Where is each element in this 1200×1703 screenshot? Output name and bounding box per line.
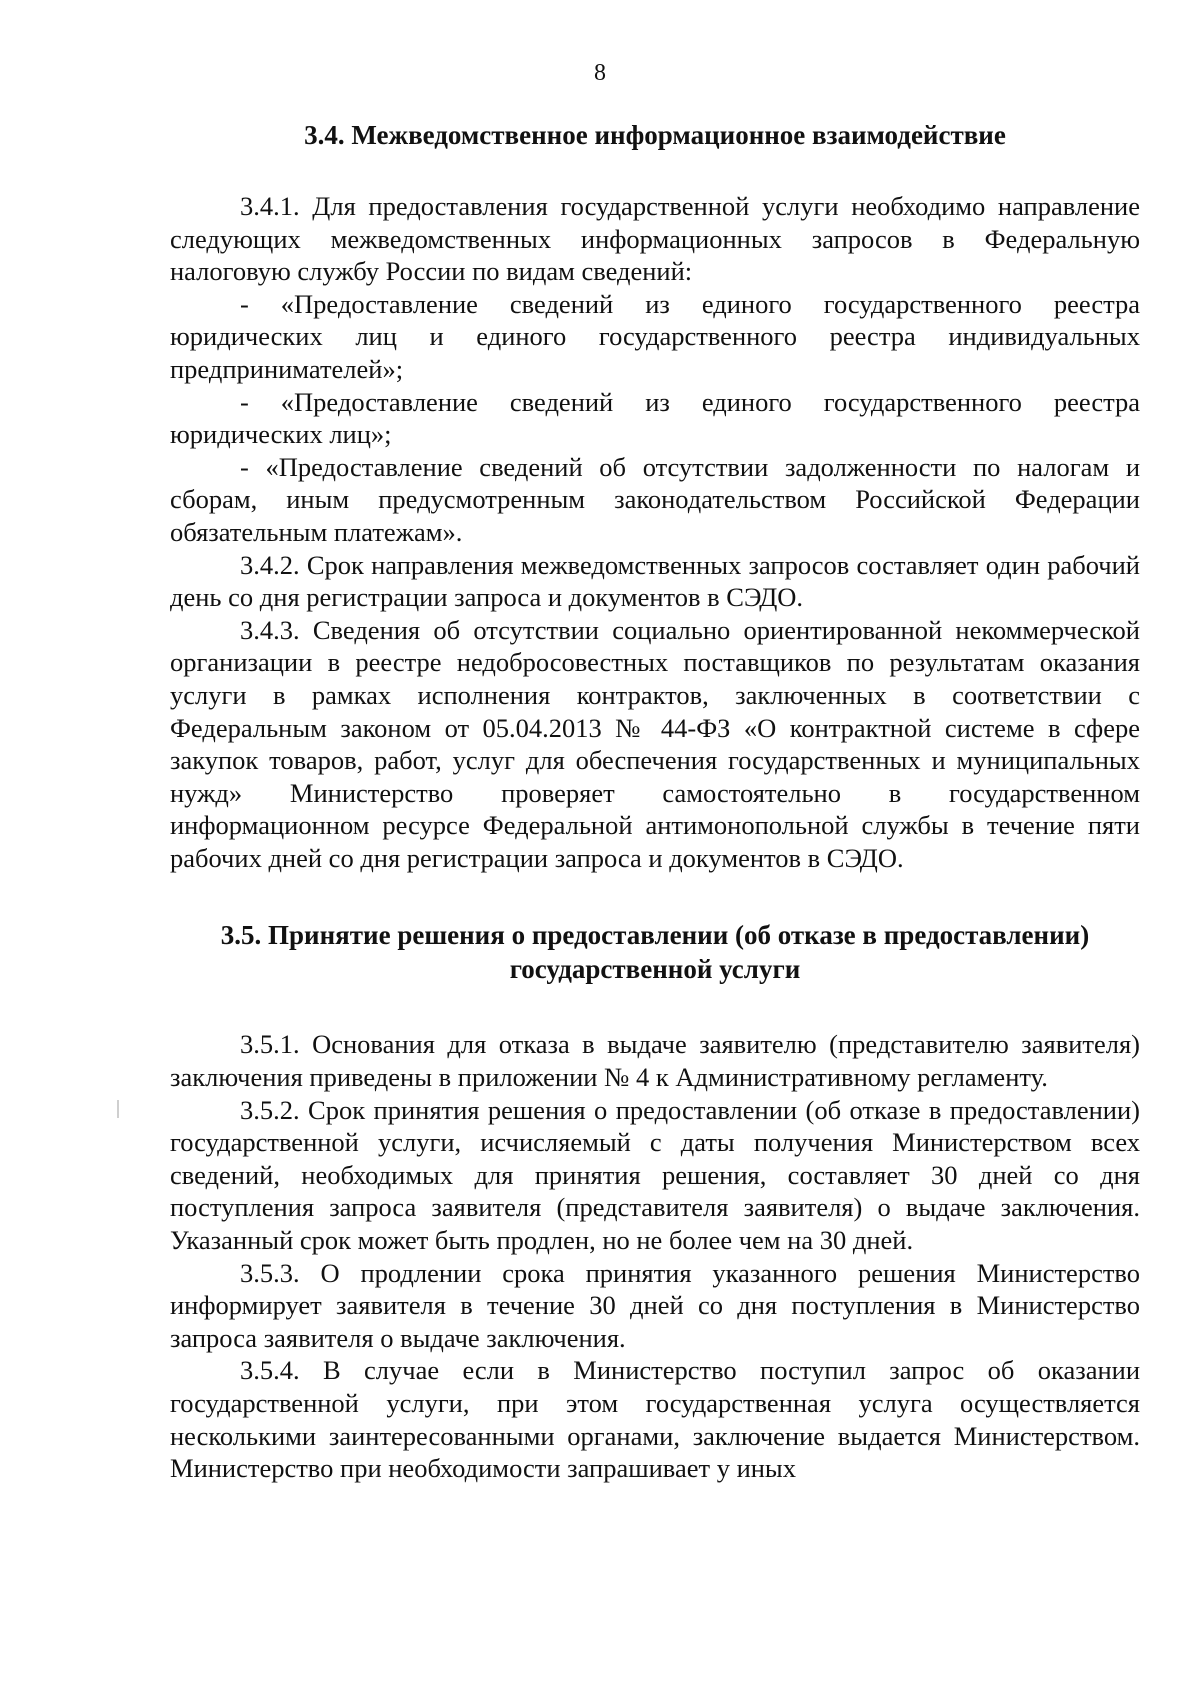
section-heading-3-4: 3.4. Межведомственное информационное взаимодействие [304, 120, 1006, 150]
scan-edge-mark [117, 1100, 119, 1118]
page-number: 8 [594, 60, 606, 86]
paragraph-3-5-2: 3.5.2. Срок принятия решения о предоставлении (об отказе в предоставлении) государственной услуги, исчисляемый с даты получения Министерством всех сведений, необходимых для принятия решения, составляет 30 дней со дня поступления запроса заявителя (представителя заявителя) о выдаче заключения. Указанный срок может быть продлен, но не более чем на 30 дней. [170, 1094, 1140, 1256]
section-heading-3-5-line-2: государственной услуги [509, 954, 801, 985]
section-heading-3-5 [170, 918, 1140, 986]
paragraph-3-5-4: 3.5.4. В случае если в Министерство поступил запрос об оказании государственной услуги, при этом государственная услуга осуществляется несколькими заинтересованными органами, заключение выдается Министерством. Министерство при необходимости запрашивает у иных [170, 1355, 1140, 1484]
list-item: - «Предоставление сведений из единого государственного реестра юридических лиц»; [170, 386, 1140, 450]
paragraph-3-4-1: 3.4.1. Для предоставления государственной услуги необходимо направление следующих межведомственных информационных запросов в Федеральную налоговую службу России по видам сведений: [170, 191, 1140, 287]
list-item: - «Предоставление сведений из единого государственного реестра юридических лиц и единого государственного реестра индивидуальных предпринимателей»; [170, 288, 1140, 384]
paragraph-3-4-3: 3.4.3. Сведения об отсутствии социально ориентированной некоммерческой организации в реестре недобросовестных поставщиков по результатам оказания услуги в рамках исполнения контрактов, заключенных в соответствии с Федеральным законом от 05.04.2013 № 44-ФЗ «О контрактной системе в сфере закупок товаров, работ, услуг для обеспечения государственных и муниципальных нужд» Министерство проверяет самостоятельно в государственном информационном ресурсе Федеральной антимонопольной службы в течение пяти рабочих дней со дня регистрации запроса и документов в СЭДО. [170, 614, 1140, 873]
list-item: - «Предоставление сведений об отсутствии задолженности по налогам и сборам, иным предусмотренным законодательством Российской Федерации обязательным платежам». [170, 451, 1140, 547]
paragraph-3-4-2: 3.4.2. Срок направления межведомственных запросов составляет один рабочий день со дня регистрации запроса и документов в СЭДО. [170, 549, 1140, 613]
paragraph-3-5-1: 3.5.1. Основания для отказа в выдаче заявителю (представителю заявителя) заключения приведены в приложении № 4 к Административному регламенту. [170, 1029, 1140, 1093]
section-heading-3-5-line-1: 3.5. Принятие решения о предоставлении (об отказе в предоставлении) [220, 920, 1090, 951]
paragraph-3-5-3: 3.5.3. О продлении срока принятия указанного решения Министерство информирует заявителя в течение 30 дней со дня поступления в Министерство запроса заявителя о выдаче заключения. [170, 1257, 1140, 1353]
page-content [170, 118, 1140, 1485]
